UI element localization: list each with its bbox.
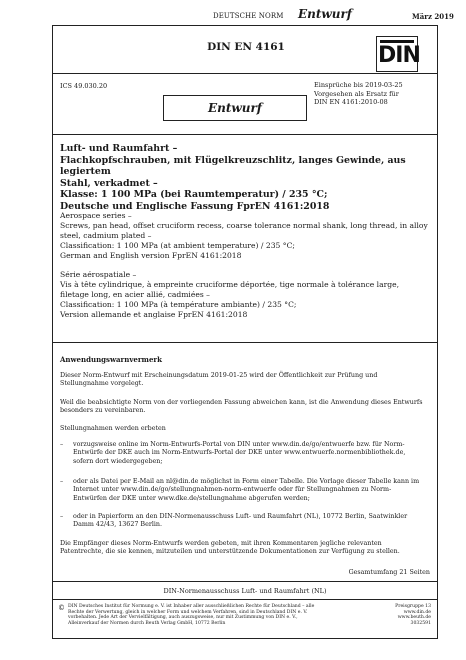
draft-label-box: Entwurf [163,95,307,121]
price-group-label: Preisgruppe 13 [395,604,431,609]
list-item-line: vorzugsweise online im Norm-Entwurfs-Portal von DIN unter www.din.de/go/entwuerfe bzw. für Norm- [73,441,405,448]
title-fr-line: Version allemande et anglaise FprEN 4161:2018 [60,310,248,319]
divider-line [53,134,437,135]
warning-line: Weil die beabsichtigte Norm von der vorliegenden Fassung abweichen kann, ist die Anwendung dieses Entwurfs [60,399,423,406]
title-en-line: steel, cadmium plated – [60,231,152,240]
document-frame [52,25,438,639]
patent-notice-line: Die Empfänger dieses Norm-Entwurfs werden gebeten, mit ihren Kommentaren jegliche relevanten [60,540,382,547]
title-en-line: German and English version FprEN 4161:2018 [60,251,242,260]
title-de-line: Deutsche und Englische Fassung FprEN 4161:2018 [60,200,330,212]
copyright-line: vorbehalten. Jede Art der Vervielfältigung, auch auszugsweise, nur mit Zustimmung von DIN e. V., [68,615,298,621]
list-item-line: Entwürfe der DKE auch im Norm-Entwurfs-Portal der DKE unter www.entwuerfe.normenbibliothek.de, [73,449,406,457]
price-group [375,604,431,626]
copyright-notice [68,604,388,626]
document-id: 3032591 [410,620,431,626]
objection-info [314,81,434,107]
document-number: DIN EN 4161 [207,41,285,53]
header-status: Entwurf [298,7,352,21]
warning-heading: Anwendungswarnvermerk [60,355,162,364]
title-fr-line: Classification: 1 100 MPa (à température ambiante) / 235 °C; [60,300,297,309]
title-de-line: Klasse: 1 100 MPa (bei Raumtemperatur) / 235 °C; [60,189,328,201]
title-english [60,211,432,261]
replacement-note: Vorgesehen als Ersatz für [314,89,399,98]
din-website: www.din.de [403,609,431,615]
divider-line [53,342,437,343]
committee-name: DIN-Normenausschuss Luft- und Raumfahrt (NL) [163,587,327,595]
list-item-line: Internet unter www.din.de/go/stellungnahmen-norm-entwuerfe oder für Stellungnahmen zu Norm- [73,486,392,494]
copyright-line: Alleinverkauf der Normen durch Beuth Verlag GmbH, 10772 Berlin [68,620,226,626]
list-item-line: Entwürfen der DKE unter www.dke.de/stellungnahme abgerufen werden; [73,494,310,502]
warning-paragraph [60,372,432,389]
comments-intro: Stellungnahmen werden erbeten [60,425,166,432]
list-item-text [73,441,432,466]
warning-paragraph [60,399,432,416]
patent-notice-line: Patentrechte, die sie kennen, mitzuteilen und unterstützende Dokumentationen zur Verfügung zu stellen. [60,548,400,556]
title-german [60,143,432,213]
list-item-text [73,513,432,530]
replacement-document: DIN EN 4161:2010-08 [314,98,388,106]
title-fr-line: Série aérospatiale – [60,270,137,279]
warning-line: Stellungnahme vorgelegt. [60,380,144,388]
list-item-line: oder als Datei per E-Mail an nl@din.de möglichst in Form einer Tabelle. Die Vorlage dieser Tabelle kann im [73,478,420,485]
objection-deadline: Einsprüche bis 2019-03-25 [314,81,403,89]
title-french [60,270,432,320]
title-fr-line: Vis à tête cylindrique, à empreinte cruciforme déportée, tige normale à tolérance large, [60,280,400,289]
bullet-dash: – [60,513,64,520]
copyright-icon: © [58,604,65,612]
din-logo [376,36,418,72]
list-item-line: sofern dort wiedergegeben; [73,457,163,465]
title-en-line: Classification: 1 100 MPa (at ambient temperature) / 235 °C; [60,241,295,250]
bullet-dash: – [60,478,64,485]
list-item-line: Damm 42/43, 13627 Berlin. [73,521,163,529]
ics-code: ICS 49.030.20 [60,82,108,90]
header-norm-label: DEUTSCHE NORM [213,12,284,20]
divider-line [53,581,437,582]
list-item-text [73,478,432,503]
title-en-line: Aerospace series – [60,211,132,220]
warning-line: besonders zu vereinbaren. [60,407,146,415]
bullet-dash: – [60,441,64,448]
din-logo-text: DIN [378,43,420,68]
list-item-line: oder in Papierform an den DIN-Normenausschuss Luft- und Raumfahrt (NL), 10772 Berlin, Saatwinkler [73,513,408,520]
beuth-website: www.beuth.de [397,615,431,621]
title-fr-line: filetage long, en acier allié, cadmiées – [60,290,210,299]
title-de-line: Flachkopfschrauben, mit Flügelkreuzschlitz, langes Gewinde, aus legiertem [60,154,406,178]
title-de-line: Stahl, verkadmet – [60,177,158,189]
total-pages: Gesamtumfang 21 Seiten [348,569,430,576]
divider-line [53,73,437,74]
patent-notice [60,540,432,557]
divider-line [53,599,437,600]
title-en-line: Screws, pan head, offset cruciform recess, coarse tolerance normal shank, long thread, in alloy [60,221,428,230]
title-de-line: Luft- und Raumfahrt – [60,143,178,154]
warning-line: Dieser Norm-Entwurf mit Erscheinungsdatum 2019-01-25 wird der Öffentlichkeit zur Prüfung und [60,372,378,379]
copyright-line: DIN Deutsches Institut für Normung e. V. ist Inhaber aller ausschließlichen Rechte für Deutschland – alle [68,604,315,609]
header-date: März 2019 [412,12,454,21]
copyright-line: Rechte der Verwertung, gleich in welcher Form und welchem Verfahren, sind in Deutschland DIN e. V. [68,609,308,615]
